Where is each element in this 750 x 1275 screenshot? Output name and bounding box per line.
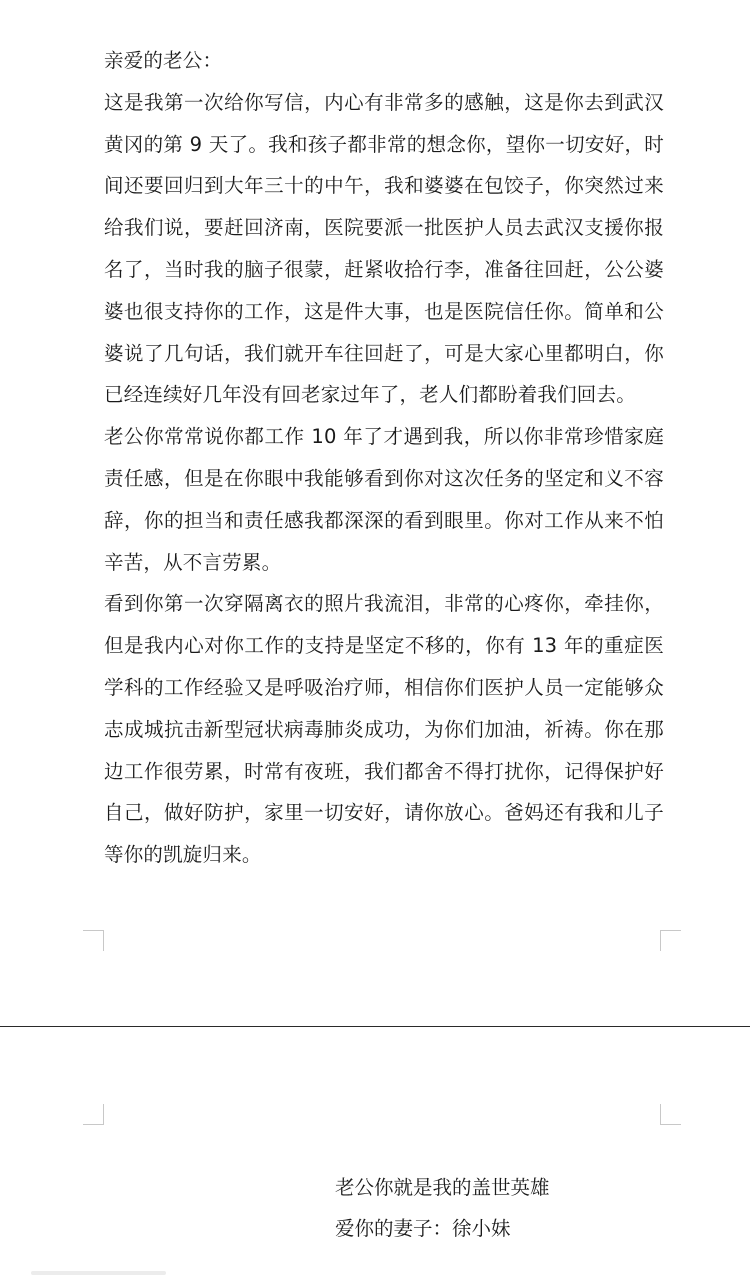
margin-corner-mark-top-right	[660, 930, 681, 951]
paragraph-2: 老公你常常说你都工作 10 年了才遇到我，所以你非常珍惜家庭责任感，但是在你眼中我能够看到你对这次任务的坚定和义不容辞，你的担当和责任感我都深深的看到眼里。你对工作从来不怕辛苦，从不言劳累。	[104, 425, 664, 574]
page-break-divider	[0, 1026, 750, 1027]
paragraph-1: 这是我第一次给你写信，内心有非常多的感触，这是你去到武汉黄冈的第 9 天了。我和孩子都非常的想念你，望你一切安好，时间还要回归到大年三十的中午，我和婆婆在包饺子，你突然过来给我们说，要赶回济南，医院要派一批医护人员去武汉支援你报名了，当时我的脑子很蒙，赶紧收拾行李，准备往回赶，公公婆婆也很支持你的工作，这是件大事，也是医院信任你。简单和公婆说了几句话，我们就开车往回赶了，可是大家心里都明白，你已经连续好几年没有回老家过年了，老人们都盼着我们回去。	[104, 90, 664, 407]
letter-body	[104, 40, 664, 876]
paragraph-3: 看到你第一次穿隔离衣的照片我流泪，非常的心疼你，牵挂你，但是我内心对你工作的支持是坚定不移的，你有 13 年的重症医学科的工作经验又是呼吸治疗师，相信你们医护人员一定能够众志成城抗击新型冠状病毒肺炎成功，为你们加油，祈祷。你在那边工作很劳累，时常有夜班，我们都舍不得打扰你，记得保护好自己，做好防护，家里一切安好，请你放心。爸妈还有我和儿子等你的凯旋归来。	[104, 592, 664, 867]
signature-block	[335, 1167, 550, 1249]
margin-corner-mark-top-left	[83, 930, 104, 951]
margin-corner-mark-bottom-right	[660, 1104, 681, 1125]
scroll-indicator[interactable]	[31, 1271, 166, 1275]
salutation: 亲爱的老公：	[104, 49, 223, 72]
margin-corner-mark-bottom-left	[83, 1104, 104, 1125]
signature-line: 爱你的妻子：徐小妹	[335, 1217, 511, 1240]
closing-line: 老公你就是我的盖世英雄	[335, 1176, 550, 1199]
